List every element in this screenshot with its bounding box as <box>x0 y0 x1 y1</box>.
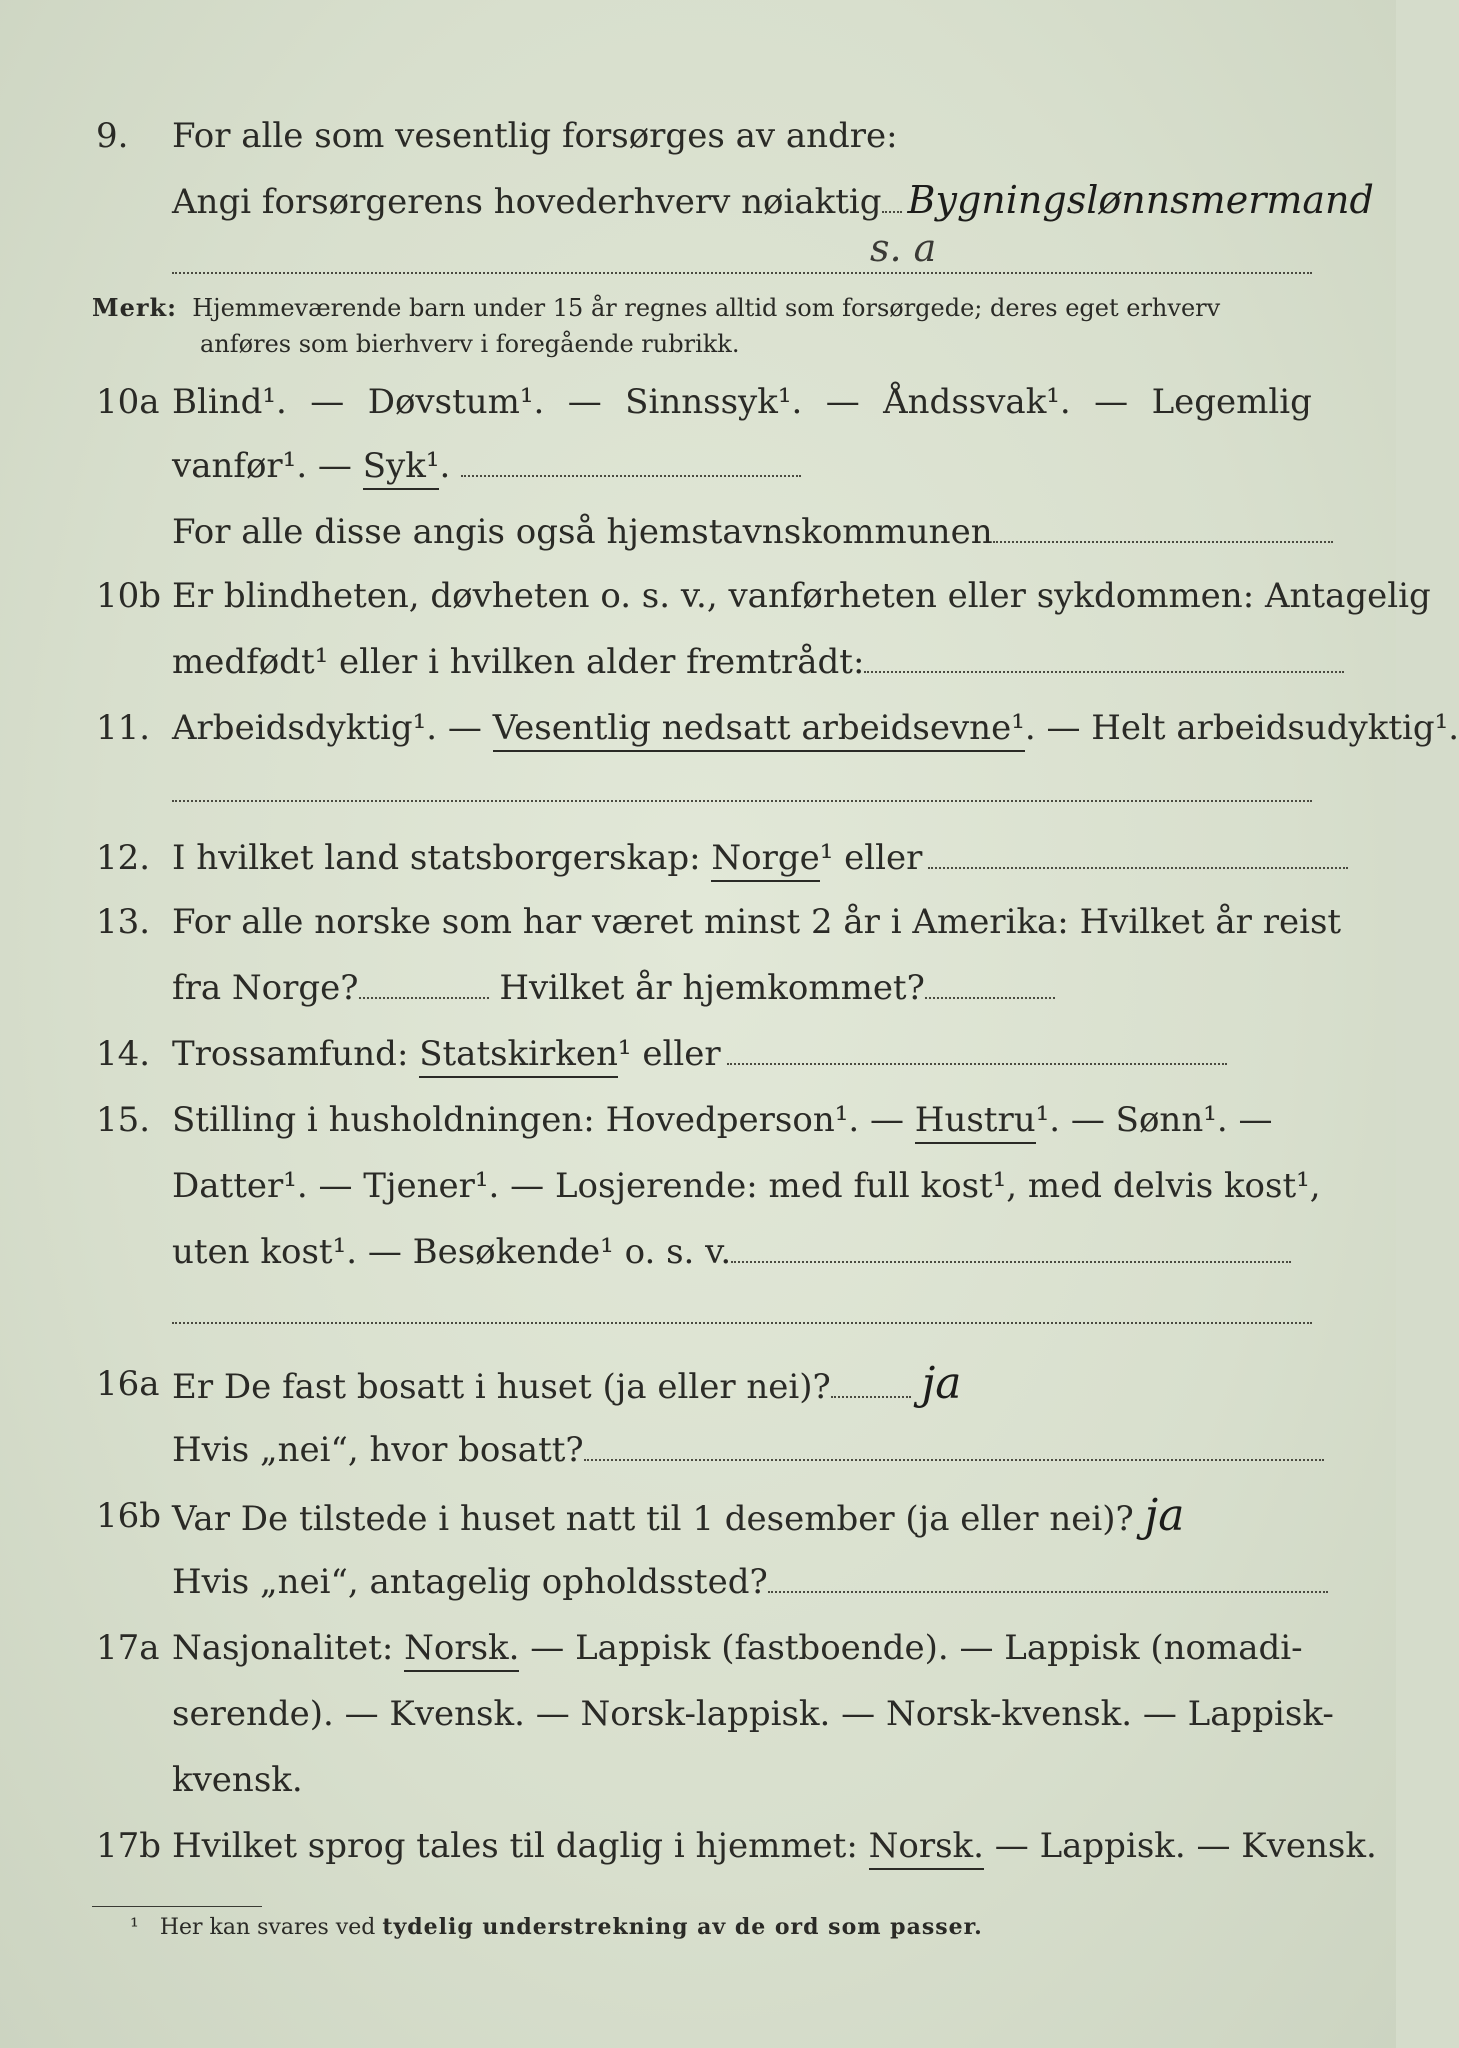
footnote-emphasis: tydelig understrekning av de ord som passer. <box>382 1914 983 1940</box>
census-form-page: 9. For alle som vesentlig forsørges av andre: Angi forsørgerens hovederhverv nøiaktig Bygningslønnsmermand s. a Merk: Hjemmeværende barn under 15 år regnes alltid som forsørgede; deres eget erhverv anføres som bierhverv i foregående rubrikk. 10a Blind¹. — Døvstum¹. — Sinnssyk¹. — Åndssvak¹. — Legemlig vanfør¹. — Syk¹. For alle disse angis også hjemstavnskommunen 10b Er blindheten, døvheten o. s. v., vanførheten eller sykdommen: Antagelig medfødt¹ eller i hvilken alder fremtrådt: 11. Arbeidsdyktig¹. — Vesentlig nedsatt arbeidsevne¹. — Helt arbeidsudyktig¹. 12. I hvilket land statsborgerskap: Norge¹ eller 13. For alle norske som har været minst 2 år i Amerika: Hvilket år reist fra Norge? Hvilket år hjemkommet? 14. Trossamfund: Statskirken¹ eller 15. Stilling i husholdningen: Hovedperson¹. — Hustru¹. — Sønn¹. — Datter¹. — Tjener¹. — Losjerende: med full kost¹, med delvis kost¹, uten kost¹. — Besøkende¹ o. s. v. 16a Er De fast bosatt i huset (ja eller nei)? ja Hvis „nei“, hvor bosatt? 16b Var De tilstede i huset natt til 1 desember (ja eller nei)? ja Hvis „nei“, antagelig opholdssted? 17a Nasjonalitet: Norsk. — Lappisk (fastboende). — Lappisk (nomadi- serende). — Kvensk. — Norsk-lappisk. — Norsk-kvensk. — Lappisk- kvensk. 17b Hvilket sprog tales til daglig i hjemmet: Norsk. — Lappisk. — Kvensk. ¹ Her kan svares ved tydelig understrekning av de ord som passer. <box>0 0 1396 2048</box>
footnote-text: Her kan svares ved <box>159 1915 376 1940</box>
merk-line2: anføres som bierhverv i foregående rubrikk. <box>200 330 740 358</box>
q17a-underlined-answer: Norsk. <box>404 1628 519 1672</box>
merk-label: Merk: <box>92 293 177 322</box>
q17b-underlined-answer: Norsk. <box>869 1826 984 1870</box>
q9-occupation-prompt: Angi forsørgerens hovederhverv nøiaktig Bygningslønnsmermand <box>172 178 1374 222</box>
q14-underlined-answer: Statskirken <box>419 1034 618 1078</box>
footnote <box>130 1914 983 1940</box>
q15-underlined-answer: Hustru <box>915 1100 1036 1144</box>
q10a-underlined-answer: Syk¹ <box>363 446 440 490</box>
footnote-mark: ¹ <box>130 1915 139 1940</box>
q9-handwritten-mark: s. a <box>870 226 937 270</box>
q16a-number: 16a <box>96 1364 160 1404</box>
q9-handwritten-answer: Bygningslønnsmermand <box>907 178 1374 222</box>
q14-number: 14. <box>96 1034 151 1074</box>
q11-answer-line <box>172 800 1312 802</box>
q10a-number: 10a <box>96 382 160 422</box>
q15-number: 15. <box>96 1100 151 1140</box>
merk-note <box>92 290 1322 362</box>
q9-question: For alle som vesentlig forsørges av andre: <box>172 116 898 156</box>
q10a-items: Blind¹. — Døvstum¹. — Sinnssyk¹. — Åndssvak¹. — Legemlig <box>172 382 1312 422</box>
q15-answer-line <box>172 1322 1312 1324</box>
q12-number: 12. <box>96 838 151 878</box>
q10b-number: 10b <box>96 576 162 616</box>
footnote-rule <box>92 1906 262 1907</box>
q17a-number: 17a <box>96 1628 160 1668</box>
q11-number: 11. <box>96 708 151 748</box>
q13-number: 13. <box>96 902 151 942</box>
q12-underlined-answer: Norge <box>711 838 819 882</box>
q16a-handwritten-answer: ja <box>921 1358 962 1409</box>
q17b-number: 17b <box>96 1826 162 1866</box>
q9-answer-line <box>172 272 1312 274</box>
q11-underlined-answer: Vesentlig nedsatt arbeidsevne¹ <box>493 708 1025 752</box>
q16b-number: 16b <box>96 1496 162 1536</box>
q9-number: 9. <box>96 116 129 156</box>
q16b-handwritten-answer: ja <box>1144 1490 1185 1541</box>
merk-line1: Hjemmeværende barn under 15 år regnes alltid som forsørgede; deres eget erhverv <box>192 294 1221 322</box>
